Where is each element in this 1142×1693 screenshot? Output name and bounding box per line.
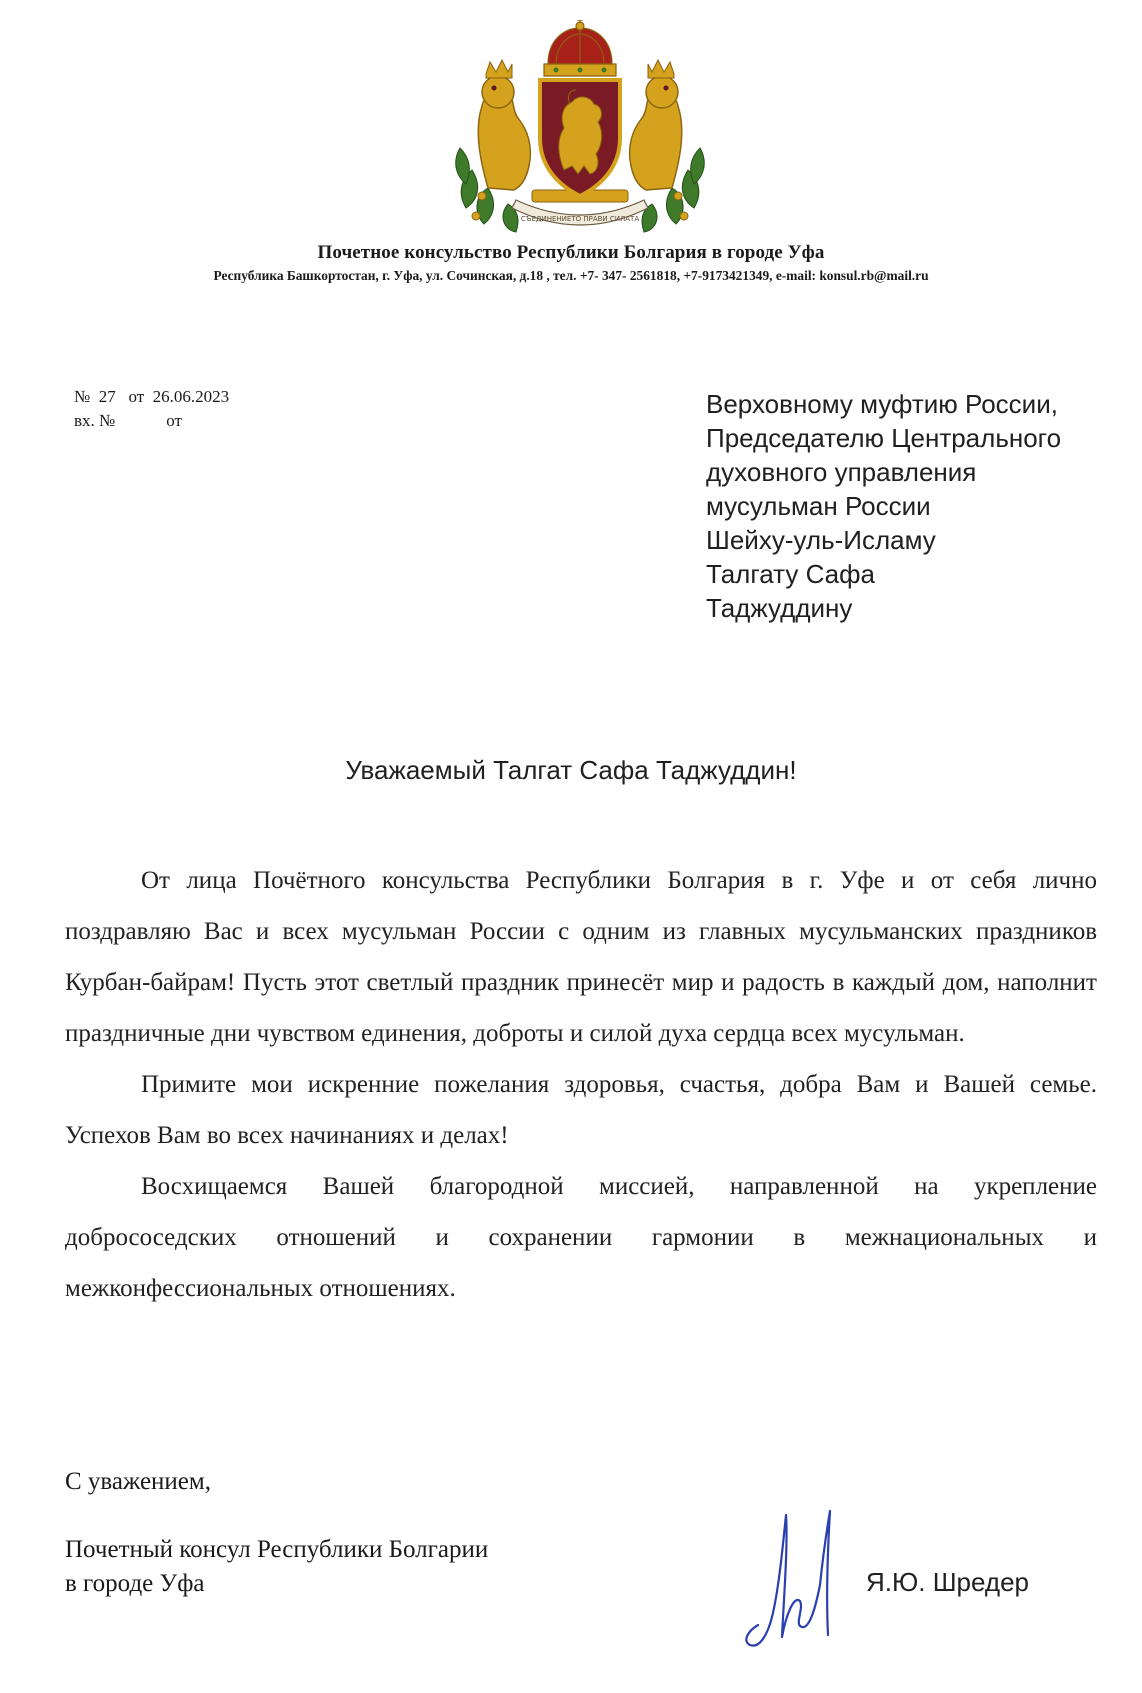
outgoing-number-date: № 27 от 26.06.2023 bbox=[74, 387, 230, 406]
signer-name: Я.Ю. Шредер bbox=[866, 1567, 1029, 1597]
salutation: Уважаемый Талгат Сафа Таджуддин! bbox=[345, 755, 797, 785]
body-paragraph: Примите мои искренние пожелания здоровья, счастья, добра Вам и Вашей семье. Успехов Вам во всех начинаниях и делах! bbox=[65, 1071, 1097, 1149]
bulgarian-coat-of-arms-emblem bbox=[452, 20, 708, 234]
handwritten-signature bbox=[738, 1505, 848, 1655]
addressee-line: Председателю Центрального bbox=[706, 423, 1062, 453]
addressee-line: мусульман России bbox=[706, 491, 931, 521]
incoming-number-date: вх. № от bbox=[74, 411, 182, 430]
letter-body bbox=[65, 855, 1097, 1314]
signer-title bbox=[65, 1533, 488, 1601]
consulate-address: Республика Башкортостан, г. Уфа, ул. Сочинская, д.18 , тел. +7- 347- 2561818, +7-9173421349, e-mail: konsul.rb@mail.ru bbox=[213, 268, 929, 283]
addressee-line: Таджуддину bbox=[706, 593, 853, 623]
addressee-line: Шейху-уль-Исламу bbox=[706, 525, 936, 555]
body-paragraph: Восхищаемся Вашей благородной миссией, направленной на укрепление добрососедских отношений и сохранении гармонии в межнациональных и межконфессиональных отношениях. bbox=[65, 1173, 1097, 1302]
closing-phrase: С уважением, bbox=[65, 1468, 211, 1495]
signer-title-line: Почетный консул Республики Болгарии bbox=[65, 1536, 489, 1563]
consulate-name: Почетное консульство Республики Болгария в городе Уфа bbox=[317, 242, 825, 263]
signer-title-line: в городе Уфа bbox=[65, 1570, 205, 1597]
addressee-line: Верховному муфтию России, bbox=[706, 389, 1058, 419]
emblem-motto: СЪЕДИНЕНИЕТО ПРАВИ СИЛАТА bbox=[520, 215, 640, 223]
body-paragraph: От лица Почётного консульства Республики Болгария в г. Уфе и от себя лично поздравляю Вас и всех мусульман России с одним из главных мусульманских праздников Курбан-байрам! Пусть этот светлый праздник принесёт мир и радость в каждый дом, наполнит праздничные дни чувством единения, доброты и силой духа сердца всех мусульман. bbox=[65, 867, 1097, 1047]
addressee-line: Талгату Сафа bbox=[706, 559, 875, 589]
addressee-line: духовного управления bbox=[706, 457, 977, 487]
addressee-block bbox=[706, 387, 1061, 625]
